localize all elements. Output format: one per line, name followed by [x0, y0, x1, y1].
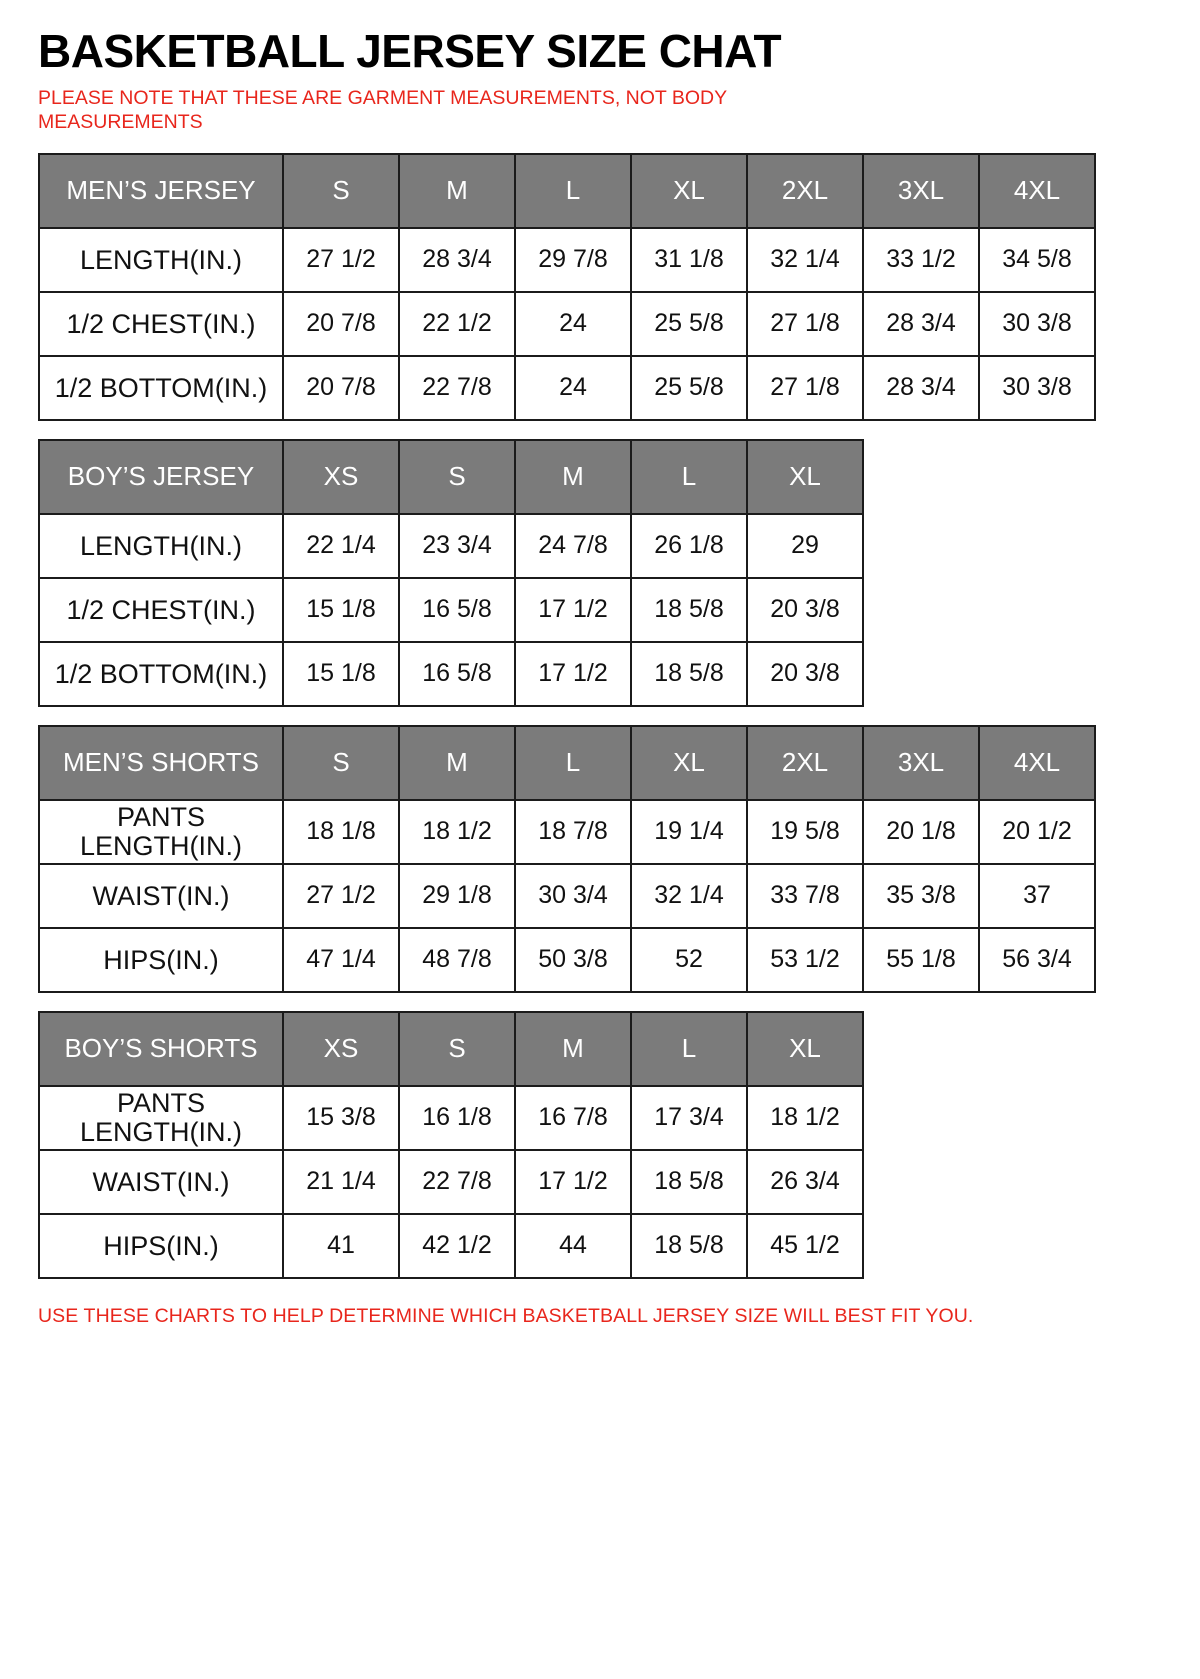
cell: 23 3/4	[399, 514, 515, 578]
cell: 25 5/8	[631, 356, 747, 420]
cell: 27 1/8	[747, 292, 863, 356]
cell: 17 1/2	[515, 578, 631, 642]
cell: 18 1/8	[283, 800, 399, 864]
cell: 22 7/8	[399, 356, 515, 420]
cell: 20 3/8	[747, 578, 863, 642]
cell: 20 1/2	[979, 800, 1095, 864]
size-header-m: M	[515, 1012, 631, 1086]
size-header-xs: XS	[283, 440, 399, 514]
table-header-row	[39, 154, 1095, 228]
cell: 28 3/4	[399, 228, 515, 292]
cell: 34 5/8	[979, 228, 1095, 292]
cell: 24	[515, 292, 631, 356]
cell: 17 3/4	[631, 1086, 747, 1150]
table-row	[39, 356, 1095, 420]
size-header-xl: XL	[631, 726, 747, 800]
cell: 30 3/8	[979, 356, 1095, 420]
table-row	[39, 642, 863, 706]
size-header-l: L	[631, 440, 747, 514]
table-boys-jersey	[38, 439, 864, 707]
cell: 20 7/8	[283, 356, 399, 420]
table-row	[39, 292, 1095, 356]
row-label: 1/2 BOTTOM(IN.)	[39, 642, 283, 706]
table-row	[39, 514, 863, 578]
table-row	[39, 1150, 863, 1214]
row-label: WAIST(IN.)	[39, 864, 283, 928]
size-header-4xl: 4XL	[979, 154, 1095, 228]
cell: 28 3/4	[863, 356, 979, 420]
table-row	[39, 578, 863, 642]
cell: 26 1/8	[631, 514, 747, 578]
size-header-2xl: 2XL	[747, 154, 863, 228]
row-label: LENGTH(IN.)	[39, 514, 283, 578]
cell: 41	[283, 1214, 399, 1278]
cell: 24 7/8	[515, 514, 631, 578]
cell: 53 1/2	[747, 928, 863, 992]
cell: 20 7/8	[283, 292, 399, 356]
row-label	[39, 800, 283, 864]
cell: 33 7/8	[747, 864, 863, 928]
cell: 50 3/8	[515, 928, 631, 992]
row-label: LENGTH(IN.)	[39, 228, 283, 292]
page-title: BASKETBALL JERSEY SIZE CHAT	[38, 25, 782, 77]
cell: 30 3/4	[515, 864, 631, 928]
cell: 28 3/4	[863, 292, 979, 356]
cell: 55 1/8	[863, 928, 979, 992]
table-mens-jersey	[38, 153, 1096, 421]
cell: 18 1/2	[747, 1086, 863, 1150]
size-header-4xl: 4XL	[979, 726, 1095, 800]
cell: 30 3/8	[979, 292, 1095, 356]
table-head-label: BOY’S SHORTS	[39, 1012, 283, 1086]
cell: 17 1/2	[515, 1150, 631, 1214]
cell: 21 1/4	[283, 1150, 399, 1214]
table-row	[39, 1086, 863, 1150]
row-label: 1/2 CHEST(IN.)	[39, 292, 283, 356]
table-row	[39, 1214, 863, 1278]
cell: 42 1/2	[399, 1214, 515, 1278]
footer-note: USE THESE CHARTS TO HELP DETERMINE WHICH BASKETBALL JERSEY SIZE WILL BEST FIT YOU.	[38, 1304, 974, 1327]
cell: 18 5/8	[631, 642, 747, 706]
table-row	[39, 228, 1095, 292]
row-label: WAIST(IN.)	[39, 1150, 283, 1214]
table-header-row	[39, 726, 1095, 800]
size-header-s: S	[399, 1012, 515, 1086]
cell: 18 5/8	[631, 1150, 747, 1214]
table-head-label: BOY’S JERSEY	[39, 440, 283, 514]
row-label-line1: PANTS	[116, 1087, 205, 1118]
cell: 22 7/8	[399, 1150, 515, 1214]
cell: 19 1/4	[631, 800, 747, 864]
cell: 25 5/8	[631, 292, 747, 356]
cell: 47 1/4	[283, 928, 399, 992]
cell: 26 3/4	[747, 1150, 863, 1214]
cell: 18 1/2	[399, 800, 515, 864]
cell: 18 7/8	[515, 800, 631, 864]
row-label: HIPS(IN.)	[39, 1214, 283, 1278]
cell: 29 1/8	[399, 864, 515, 928]
row-label-line2: LENGTH(IN.)	[80, 1116, 242, 1147]
cell: 18 5/8	[631, 1214, 747, 1278]
table-mens-shorts	[38, 725, 1096, 993]
size-header-m: M	[399, 726, 515, 800]
size-header-l: L	[515, 726, 631, 800]
table-header-row	[39, 1012, 863, 1086]
row-label: 1/2 BOTTOM(IN.)	[39, 356, 283, 420]
size-header-xs: XS	[283, 1012, 399, 1086]
size-header-s: S	[399, 440, 515, 514]
size-header-m: M	[515, 440, 631, 514]
cell: 29	[747, 514, 863, 578]
cell: 52	[631, 928, 747, 992]
cell: 22 1/2	[399, 292, 515, 356]
cell: 27 1/2	[283, 228, 399, 292]
row-label: HIPS(IN.)	[39, 928, 283, 992]
cell: 16 5/8	[399, 578, 515, 642]
cell: 32 1/4	[631, 864, 747, 928]
size-header-xl: XL	[747, 440, 863, 514]
garment-measurement-note: PLEASE NOTE THAT THESE ARE GARMENT MEASUREMENTS, NOT BODY MEASUREMENTS	[38, 87, 727, 134]
row-label	[39, 1086, 283, 1150]
size-header-l: L	[515, 154, 631, 228]
cell: 32 1/4	[747, 228, 863, 292]
cell: 29 7/8	[515, 228, 631, 292]
table-row	[39, 800, 1095, 864]
cell: 33 1/2	[863, 228, 979, 292]
size-header-m: M	[399, 154, 515, 228]
table-row	[39, 928, 1095, 992]
cell: 35 3/8	[863, 864, 979, 928]
size-header-xl: XL	[631, 154, 747, 228]
cell: 16 1/8	[399, 1086, 515, 1150]
cell: 15 3/8	[283, 1086, 399, 1150]
cell: 45 1/2	[747, 1214, 863, 1278]
cell: 15 1/8	[283, 642, 399, 706]
size-header-3xl: 3XL	[863, 726, 979, 800]
cell: 20 1/8	[863, 800, 979, 864]
size-header-l: L	[631, 1012, 747, 1086]
row-label-line2: LENGTH(IN.)	[80, 830, 242, 861]
row-label: 1/2 CHEST(IN.)	[39, 578, 283, 642]
cell: 20 3/8	[747, 642, 863, 706]
cell: 15 1/8	[283, 578, 399, 642]
cell: 48 7/8	[399, 928, 515, 992]
table-boys-shorts	[38, 1011, 864, 1279]
cell: 27 1/8	[747, 356, 863, 420]
size-header-3xl: 3XL	[863, 154, 979, 228]
size-header-2xl: 2XL	[747, 726, 863, 800]
cell: 37	[979, 864, 1095, 928]
size-header-s: S	[283, 154, 399, 228]
size-header-s: S	[283, 726, 399, 800]
cell: 17 1/2	[515, 642, 631, 706]
cell: 22 1/4	[283, 514, 399, 578]
cell: 18 5/8	[631, 578, 747, 642]
row-label-line1: PANTS	[116, 801, 205, 832]
table-header-row	[39, 440, 863, 514]
table-head-label: MEN’S SHORTS	[39, 726, 283, 800]
cell: 44	[515, 1214, 631, 1278]
cell: 16 5/8	[399, 642, 515, 706]
table-head-label: MEN’S JERSEY	[39, 154, 283, 228]
cell: 56 3/4	[979, 928, 1095, 992]
size-header-xl: XL	[747, 1012, 863, 1086]
cell: 16 7/8	[515, 1086, 631, 1150]
cell: 31 1/8	[631, 228, 747, 292]
cell: 27 1/2	[283, 864, 399, 928]
cell: 19 5/8	[747, 800, 863, 864]
cell: 24	[515, 356, 631, 420]
table-row	[39, 864, 1095, 928]
